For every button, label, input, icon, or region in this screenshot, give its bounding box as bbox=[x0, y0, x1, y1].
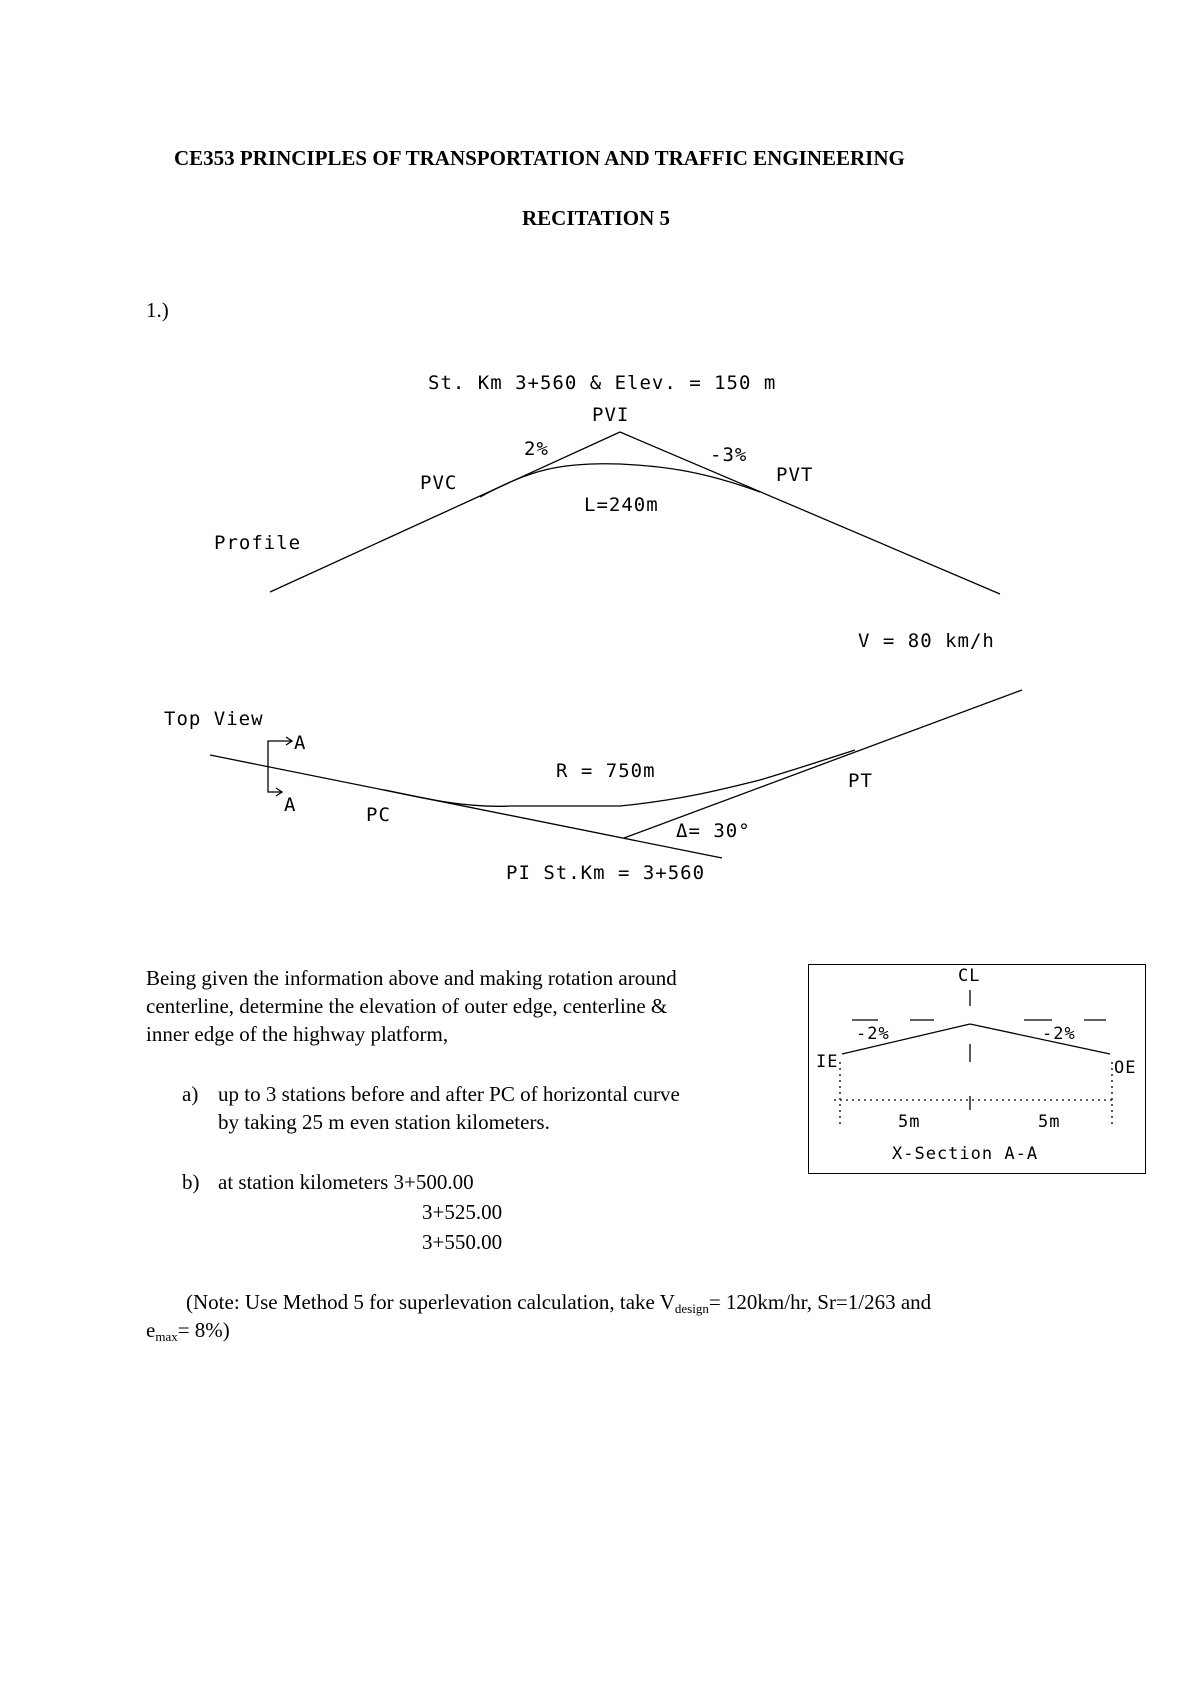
problem-intro-line-1: Being given the information above and making rotation around bbox=[146, 966, 677, 990]
slope-right-label: -2% bbox=[1042, 1024, 1076, 1044]
note-design-subscript: design bbox=[674, 1301, 709, 1316]
pc-label: PC bbox=[366, 804, 391, 826]
top-view-label: Top View bbox=[164, 708, 264, 730]
part-b-line-1: at station kilometers 3+500.00 bbox=[218, 1170, 474, 1194]
problem-intro-line-2: centerline, determine the elevation of outer edge, centerline & bbox=[146, 994, 668, 1018]
cross-section-box bbox=[808, 964, 1146, 1174]
curve-length-label: L=240m bbox=[584, 494, 659, 516]
part-a-line-2: by taking 25 m even station kilometers. bbox=[218, 1110, 550, 1134]
note-part-2: = 120km/hr, Sr=1/263 and bbox=[708, 1290, 932, 1314]
vertical-curve bbox=[480, 464, 760, 497]
width-left-label: 5m bbox=[898, 1112, 921, 1132]
question-number: 1.) bbox=[146, 298, 169, 322]
speed-label: V = 80 km/h bbox=[858, 630, 995, 652]
delta-label: Δ= 30° bbox=[676, 820, 751, 842]
course-title: CE353 PRINCIPLES OF TRANSPORTATION AND TRAFFIC ENGINEERING bbox=[174, 146, 905, 170]
tangent-forward bbox=[624, 690, 1022, 838]
note-part-3: = 8%) bbox=[177, 1318, 230, 1342]
section-a-top-label: A bbox=[294, 732, 307, 754]
section-a-bottom-label: A bbox=[284, 794, 297, 816]
pvt-label: PVT bbox=[776, 464, 814, 486]
grade-out-label: -3% bbox=[710, 444, 748, 466]
slope-left-label: -2% bbox=[856, 1024, 890, 1044]
station-elevation-label: St. Km 3+560 & Elev. = 150 m bbox=[428, 372, 777, 394]
grade-line-out bbox=[620, 432, 1000, 594]
part-b-station-3: 3+550.00 bbox=[422, 1230, 503, 1254]
part-a-line-1: up to 3 stations before and after PC of horizontal curve bbox=[218, 1082, 680, 1106]
pt-label: PT bbox=[848, 770, 873, 792]
grade-in-label: 2% bbox=[524, 438, 549, 460]
part-a-marker: a) bbox=[182, 1082, 199, 1106]
ie-label: IE bbox=[816, 1052, 839, 1072]
recitation-title: RECITATION 5 bbox=[522, 206, 670, 230]
pi-station-label: PI St.Km = 3+560 bbox=[506, 862, 706, 884]
part-b-marker: b) bbox=[182, 1170, 200, 1194]
problem-intro-line-3: inner edge of the highway platform, bbox=[146, 1022, 449, 1046]
note-line-1 bbox=[186, 1290, 931, 1317]
profile-label: Profile bbox=[214, 532, 302, 554]
note-part-1: (Note: Use Method 5 for superlevation calculation, take V bbox=[186, 1290, 675, 1314]
grade-line-in bbox=[270, 432, 620, 592]
note-e: e bbox=[146, 1318, 156, 1342]
width-right-label: 5m bbox=[1038, 1112, 1061, 1132]
note-line-2 bbox=[146, 1318, 230, 1345]
pvc-label: PVC bbox=[420, 472, 458, 494]
cl-label: CL bbox=[958, 966, 981, 986]
pvi-label: PVI bbox=[592, 404, 630, 426]
section-a-marker bbox=[268, 741, 291, 792]
cross-section-caption: X-Section A-A bbox=[892, 1144, 1039, 1164]
part-b-station-2: 3+525.00 bbox=[422, 1200, 503, 1224]
note-max-subscript: max bbox=[155, 1329, 178, 1344]
radius-label: R = 750m bbox=[556, 760, 656, 782]
oe-label: OE bbox=[1114, 1058, 1137, 1078]
